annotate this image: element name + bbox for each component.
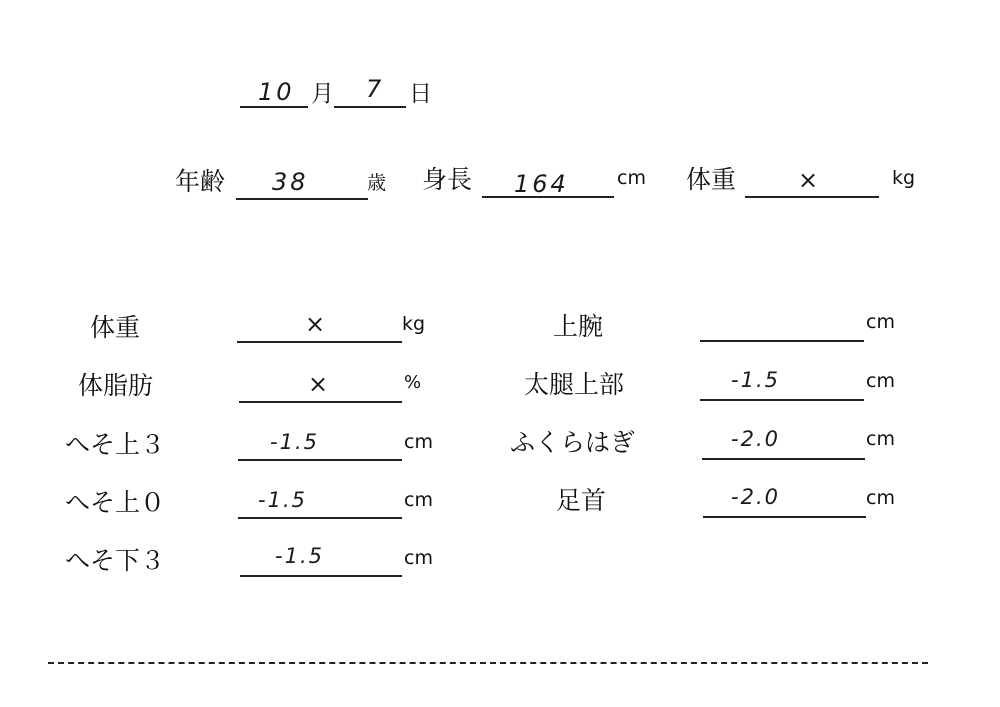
right-unit-upper-arm: cm bbox=[866, 311, 895, 333]
right-unit-upper-thigh: cm bbox=[866, 370, 895, 392]
left-line-navel-down3 bbox=[240, 575, 402, 577]
right-value-upper-thigh: -1.5 bbox=[731, 368, 780, 392]
left-unit-weight: kg bbox=[402, 313, 426, 335]
height-line bbox=[482, 196, 614, 198]
height-unit: cm bbox=[617, 167, 646, 189]
left-label-navel-down3: へそ下３ bbox=[65, 546, 166, 575]
left-value-body-fat: × bbox=[308, 370, 332, 398]
age-label: 年齢 bbox=[175, 167, 226, 196]
left-value-navel-down3: -1.5 bbox=[275, 544, 324, 568]
left-unit-navel-down3: cm bbox=[404, 547, 433, 569]
right-label-upper-arm: 上腕 bbox=[553, 312, 604, 341]
right-value-ankle: -2.0 bbox=[731, 485, 780, 509]
right-unit-ankle: cm bbox=[866, 487, 895, 509]
age-value: 38 bbox=[272, 168, 309, 196]
left-label-navel-0: へそ上０ bbox=[65, 488, 166, 517]
right-line-ankle bbox=[703, 516, 866, 518]
left-value-weight: × bbox=[305, 310, 329, 338]
left-line-weight bbox=[237, 341, 402, 343]
age-unit: 歳 bbox=[367, 172, 387, 194]
month-unit: 月 bbox=[311, 81, 334, 107]
left-unit-navel-0: cm bbox=[404, 489, 433, 511]
weight-line bbox=[745, 196, 879, 198]
right-label-calf: ふくらはぎ bbox=[510, 428, 636, 457]
weight-unit: kg bbox=[892, 167, 916, 189]
left-label-navel-up3: へそ上３ bbox=[65, 430, 166, 459]
right-line-calf bbox=[702, 458, 865, 460]
day-value: 7 bbox=[366, 75, 385, 103]
weight-value: × bbox=[798, 166, 822, 194]
left-unit-navel-up3: cm bbox=[404, 431, 433, 453]
height-value: 164 bbox=[514, 170, 569, 198]
right-value-calf: -2.0 bbox=[731, 427, 780, 451]
day-line bbox=[334, 106, 406, 108]
left-label-weight: 体重 bbox=[90, 313, 141, 342]
left-value-navel-up3: -1.5 bbox=[270, 430, 319, 454]
left-line-body-fat bbox=[239, 401, 402, 403]
left-line-navel-up3 bbox=[238, 459, 402, 461]
right-unit-calf: cm bbox=[866, 428, 895, 450]
left-value-navel-0: -1.5 bbox=[258, 488, 307, 512]
right-line-upper-thigh bbox=[700, 399, 864, 401]
age-line bbox=[236, 198, 368, 200]
right-label-upper-thigh: 太腿上部 bbox=[524, 370, 625, 399]
left-label-body-fat: 体脂肪 bbox=[78, 371, 154, 400]
right-line-upper-arm bbox=[700, 340, 864, 342]
month-line bbox=[240, 106, 308, 108]
left-line-navel-0 bbox=[238, 517, 402, 519]
cut-line bbox=[48, 662, 928, 664]
weight-label: 体重 bbox=[686, 165, 737, 194]
height-label: 身長 bbox=[422, 165, 473, 194]
right-label-ankle: 足首 bbox=[556, 486, 607, 515]
day-unit: 日 bbox=[409, 81, 432, 107]
month-value: 10 bbox=[258, 78, 295, 106]
left-unit-body-fat: % bbox=[404, 372, 422, 393]
